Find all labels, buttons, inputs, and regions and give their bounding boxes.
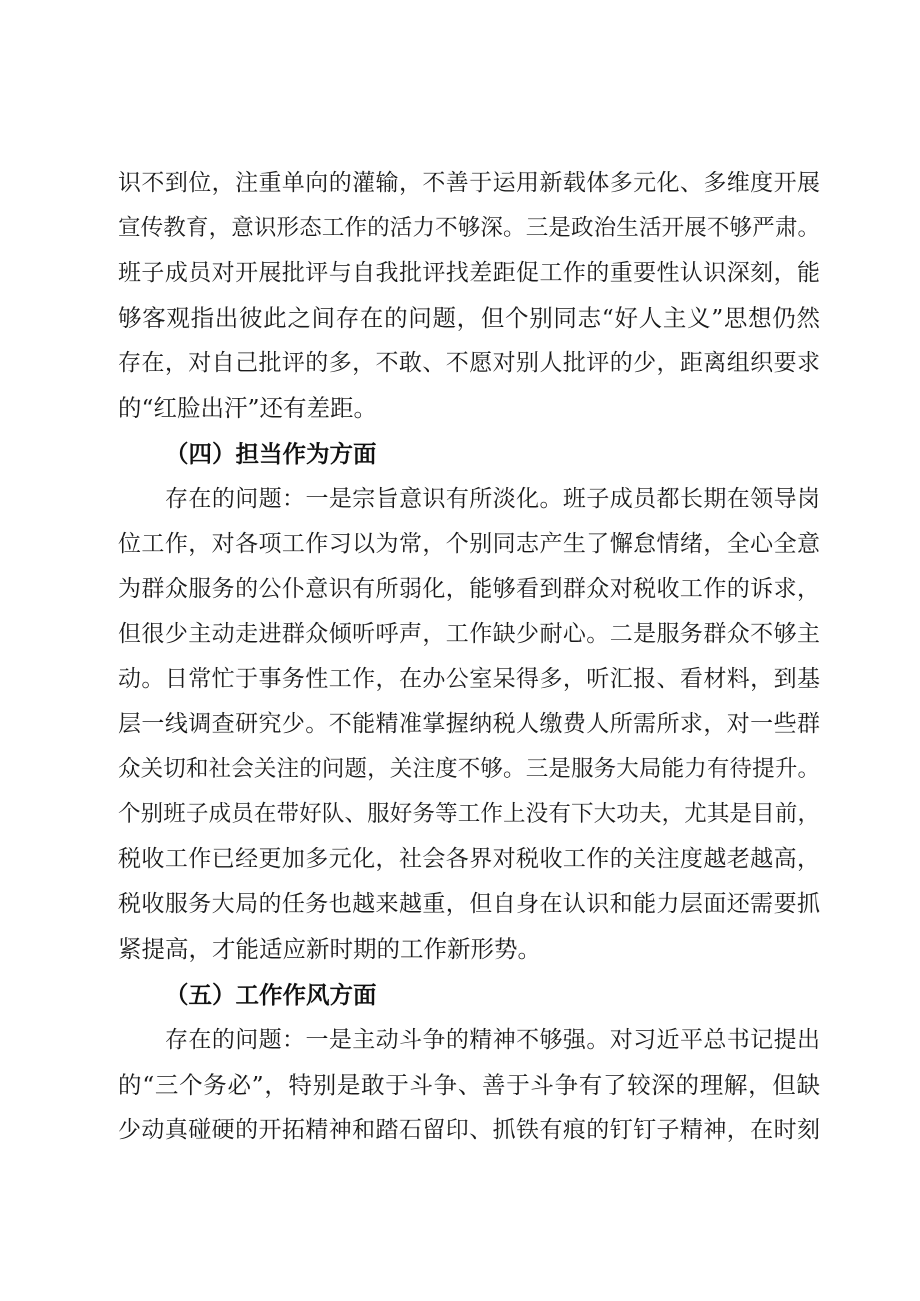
- paragraph-line: 识不到位，注重单向的灌输，不善于运用新载体多元化、多维度开展: [118, 170, 820, 196]
- paragraph-line: 为群众服务的公仆意识有所弱化，能够看到群众对税收工作的诉求，: [118, 576, 820, 602]
- paragraph-line: 班子成员对开展批评与自我批评找差距促工作的重要性认识深刻，能: [118, 260, 820, 286]
- section-heading-5: （五）工作作风方面: [165, 981, 377, 1009]
- paragraph-line: 紧提高，才能适应新时期的工作新形势。: [118, 935, 541, 963]
- paragraph-line: 税收工作已经更加多元化，社会各界对税收工作的关注度越老越高，: [118, 846, 820, 872]
- paragraph-line: 存在的问题：一是主动斗争的精神不够强。对习近平总书记提出: [165, 1027, 820, 1053]
- paragraph-line: 众关切和社会关注的问题，关注度不够。三是服务大局能力有待提升。: [118, 756, 820, 782]
- paragraph-line: 税收服务大局的任务也越来越重，但自身在认识和能力层面还需要抓: [118, 891, 820, 917]
- paragraph-line: 宣传教育，意识形态工作的活力不够深。三是政治生活开展不够严肃。: [118, 215, 820, 241]
- paragraph-line: 层一线调查研究少。不能精准掌握纳税人缴费人所需所求，对一些群: [118, 711, 820, 737]
- paragraph-line: 够客观指出彼此之间存在的问题，但个别同志“好人主义”思想仍然: [118, 304, 820, 332]
- paragraph-line: 位工作，对各项工作习以为常，个别同志产生了懈怠情绪，全心全意: [118, 531, 820, 557]
- paragraph-line: 但很少主动走进群众倾听呼声，工作缺少耐心。二是服务群众不够主: [118, 621, 820, 647]
- section-heading-4: （四）担当作为方面: [165, 440, 377, 468]
- paragraph-line: 存在的问题：一是宗旨意识有所淡化。班子成员都长期在领导岗: [165, 486, 820, 512]
- paragraph-line: 的“红脸出汗”还有差距。: [118, 394, 378, 422]
- paragraph-line: 少动真碰硬的开拓精神和踏石留印、抓铁有痕的钉钉子精神，在时刻: [118, 1117, 820, 1143]
- paragraph-line: 的“三个务必”，特别是敢于斗争、善于斗争有了较深的理解，但缺: [118, 1071, 820, 1099]
- paragraph-line: 存在，对自己批评的多，不敢、不愿对别人批评的少，距离组织要求: [118, 350, 820, 376]
- paragraph-line: 个别班子成员在带好队、服好务等工作上没有下大功夫，尤其是目前，: [118, 801, 820, 827]
- paragraph-line: 动。日常忙于事务性工作，在办公室呆得多，听汇报、看材料，到基: [118, 666, 820, 692]
